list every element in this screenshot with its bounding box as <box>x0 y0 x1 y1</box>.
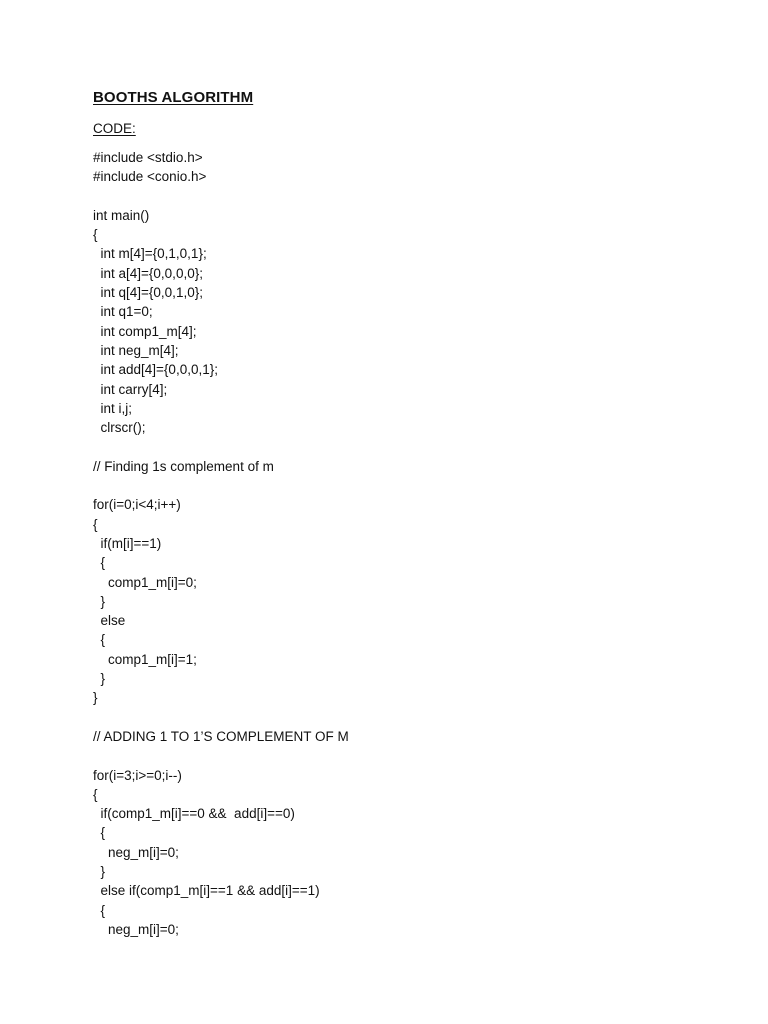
code-line: if(comp1_m[i]==0 && add[i]==0) <box>93 806 295 822</box>
code-line: { <box>93 227 98 243</box>
code-line: neg_m[i]=0; <box>93 844 179 860</box>
code-line: int a[4]={0,0,0,0}; <box>93 265 203 281</box>
code-line: clrscr(); <box>93 420 146 436</box>
code-line: { <box>93 902 106 918</box>
code-line: int main() <box>93 207 150 223</box>
code-block <box>93 148 733 939</box>
code-line <box>93 476 733 495</box>
code-line: } <box>93 671 106 687</box>
code-line: } <box>93 690 98 706</box>
code-line: neg_m[i]=0; <box>93 921 179 937</box>
code-line: int comp1_m[4]; <box>93 323 197 339</box>
code-line: for(i=0;i<4;i++) <box>93 497 181 513</box>
code-line: comp1_m[i]=1; <box>93 651 197 667</box>
code-line: else if(comp1_m[i]==1 && add[i]==1) <box>93 883 320 899</box>
code-line: { <box>93 825 106 841</box>
code-line: { <box>93 786 98 802</box>
code-line: for(i=3;i>=0;i--) <box>93 767 182 783</box>
code-line <box>93 746 733 765</box>
code-line: #include <conio.h> <box>93 169 207 185</box>
code-line: int carry[4]; <box>93 381 168 397</box>
code-line <box>93 437 733 456</box>
code-line: { <box>93 632 106 648</box>
code-line: int neg_m[4]; <box>93 342 179 358</box>
code-line: int q[4]={0,0,1,0}; <box>93 285 203 301</box>
code-line: int i,j; <box>93 400 133 416</box>
code-line: } <box>93 593 106 609</box>
code-line: { <box>93 516 98 532</box>
code-line: { <box>93 555 106 571</box>
code-line: // Finding 1s complement of m <box>93 458 274 474</box>
code-line: comp1_m[i]=0; <box>93 574 197 590</box>
code-line: int q1=0; <box>93 304 153 320</box>
document-title: BOOTHS ALGORITHM <box>93 89 254 106</box>
code-line: } <box>93 863 106 879</box>
code-line: // ADDING 1 TO 1’S COMPLEMENT OF M <box>93 728 349 744</box>
code-line: #include <stdio.h> <box>93 150 203 165</box>
code-label: CODE: <box>93 121 136 136</box>
code-line <box>93 187 733 206</box>
code-line: int add[4]={0,0,0,1}; <box>93 362 218 378</box>
code-line: if(m[i]==1) <box>93 535 162 551</box>
code-line: else <box>93 613 126 629</box>
code-line <box>93 708 733 727</box>
code-line: int m[4]={0,1,0,1}; <box>93 246 207 262</box>
